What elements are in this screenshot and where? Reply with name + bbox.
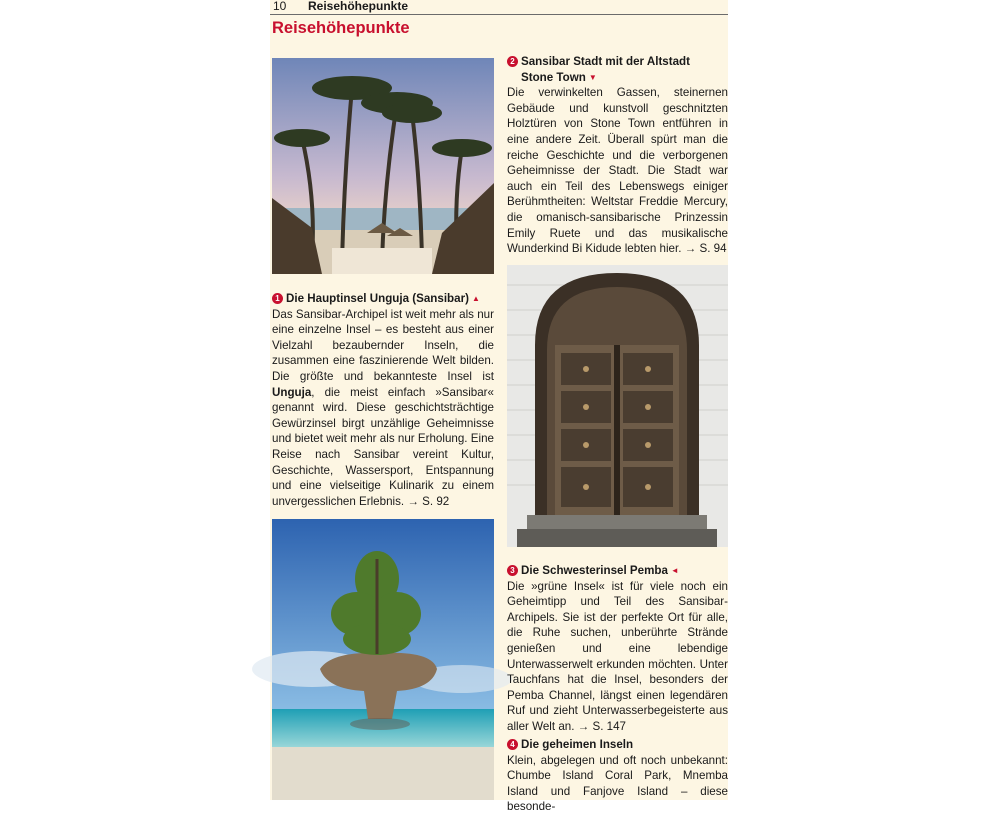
section-2-heading-line1: Sansibar Stadt mit der Altstadt — [521, 55, 690, 68]
section-1-heading-text: Die Hauptinsel Unguja (Sansibar) — [286, 292, 469, 305]
section-4-text: Klein, abgelegen und oft noch unbekannt: Chumbe Island Coral Park, Mnemba Island und Fanjove Island – diese besonde- — [507, 753, 728, 814]
section-2-number-badge: 2 — [507, 56, 518, 67]
section-3-text: Die »grüne Insel« ist für viele noch ein Geheimtipp und Teil des Sansibar-Archipels. Sie ist der perfekte Ort für alle, die Ruhe suchen, unberührte Strände genießen und eine lebendige Unterwasserwelt erkunden möchten. Unter Tauchfans hat die Insel, besonders der Pemba Channel, längst einen legendären Ruf und zieht Unterwasserbegeisterte aus aller Welt an. → S. 147 — [507, 579, 728, 733]
section-2 — [507, 54, 728, 257]
section-1-text-a: Das Sansibar-Archipel ist weit mehr als nur eine einzelne Insel – es besteht aus einer Vielzahl bezaubernder Inseln, die zusammen eine faszinierende Welt bilden. Die größte und bekannteste Insel ist — [272, 307, 494, 383]
section-1-number-badge: 1 — [272, 293, 283, 304]
running-header — [270, 0, 728, 15]
section-4-number-badge: 4 — [507, 739, 518, 750]
running-header-title: Reisehöhepunkte — [308, 0, 409, 13]
section-4 — [507, 737, 728, 815]
section-1-heading — [272, 291, 494, 307]
section-1 — [272, 291, 494, 509]
section-1-text-b: , die meist einfach »Sansibar« genannt wird. Diese geschichtsträchtige Gewürzinsel birgt unzählige Geheimnisse und bietet weit mehr als nur Erholung. Eine Reise nach Sansibar vereint Kultur, Geschichte, Wassersport, Entspannung und eine vielseitige Kulinarik zu einem unvergesslichen Erlebnis. → S. 92 — [272, 385, 494, 508]
carved-door-photo — [507, 265, 728, 547]
section-4-heading — [507, 737, 728, 753]
section-1-bold-term: Unguja — [272, 385, 312, 399]
section-1-arrow-icon: ▲ — [471, 294, 480, 303]
section-3-heading-text: Die Schwesterinsel Pemba — [521, 564, 668, 577]
section-2-heading-line2: Stone Town — [521, 70, 586, 84]
section-4-heading-text: Die geheimen Inseln — [521, 738, 634, 751]
section-2-heading — [507, 54, 728, 85]
page-number: 10 — [273, 0, 287, 13]
section-3-number-badge: 3 — [507, 565, 518, 576]
palm-beach-photo — [272, 58, 494, 274]
section-3 — [507, 563, 728, 735]
section-2-text: Die verwinkelten Gassen, steinernen Gebäude und kunstvoll geschnitzten Holztüren von Stone Town entführen in eine andere Zeit. Überall spürt man die reiche Geschichte und die verborgenen Geheimnisse der Stadt. Die Stadt war auch ein Teil des Lebenswegs einiger Berühmtheiten: Weltstar Freddie Mercury, die omanisch-sansibarische Prinzessin Emily Ruete und das musikalische Wunderkind Bi Kidude lebten hier. → S. 94 — [507, 86, 728, 256]
section-3-heading — [507, 563, 728, 579]
page-title: Reisehöhepunkte — [272, 19, 410, 37]
section-3-arrow-icon: ◄ — [670, 566, 679, 575]
mushroom-rock-photo — [272, 519, 494, 800]
book-page — [270, 0, 728, 814]
section-2-arrow-icon: ▼ — [588, 72, 597, 82]
